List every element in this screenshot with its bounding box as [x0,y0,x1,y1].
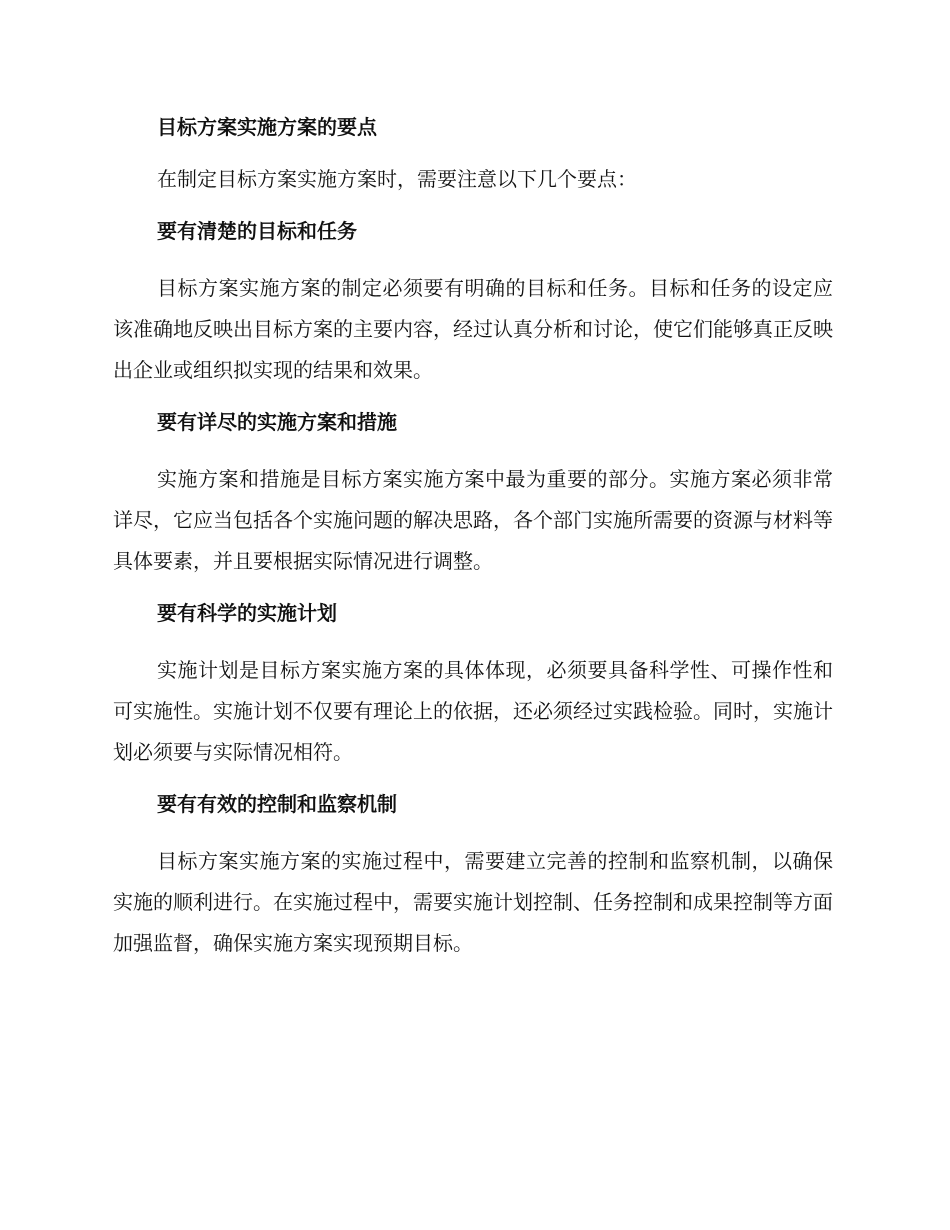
section-heading-measures: 要有详尽的实施方案和措施 [157,410,397,434]
intro-paragraph: 在制定目标方案实施方案时，需要注意以下几个要点： [157,167,637,191]
section-heading-goals: 要有清楚的目标和任务 [157,219,357,243]
section-heading-control: 要有有效的控制和监察机制 [157,792,397,816]
section-body-control: 目标方案实施方案的实施过程中，需要建立完善的控制和监察机制，以确保实施的顺利进行。在实施过程中，需要实施计划控制、任务控制和成果控制等方面加强监督，确保实施方案实现预期目标。 [113,849,833,955]
section-body-goals: 目标方案实施方案的制定必须要有明确的目标和任务。目标和任务的设定应该准确地反映出目标方案的主要内容，经过认真分析和讨论，使它们能够真正反映出企业或组织拟实现的结果和效果。 [113,276,833,382]
section-body-plan: 实施计划是目标方案实施方案的具体体现，必须要具备科学性、可操作性和可实施性。实施计划不仅要有理论上的依据，还必须经过实践检验。同时，实施计划必须要与实际情况相符。 [113,658,833,764]
document-content [113,112,833,980]
section-body-measures: 实施方案和措施是目标方案实施方案中最为重要的部分。实施方案必须非常详尽，它应当包括各个实施问题的解决思路，各个部门实施所需要的资源与材料等具体要素，并且要根据实际情况进行调整。 [113,467,833,573]
document-title: 目标方案实施方案的要点 [157,115,377,139]
section-heading-plan: 要有科学的实施计划 [157,601,337,625]
